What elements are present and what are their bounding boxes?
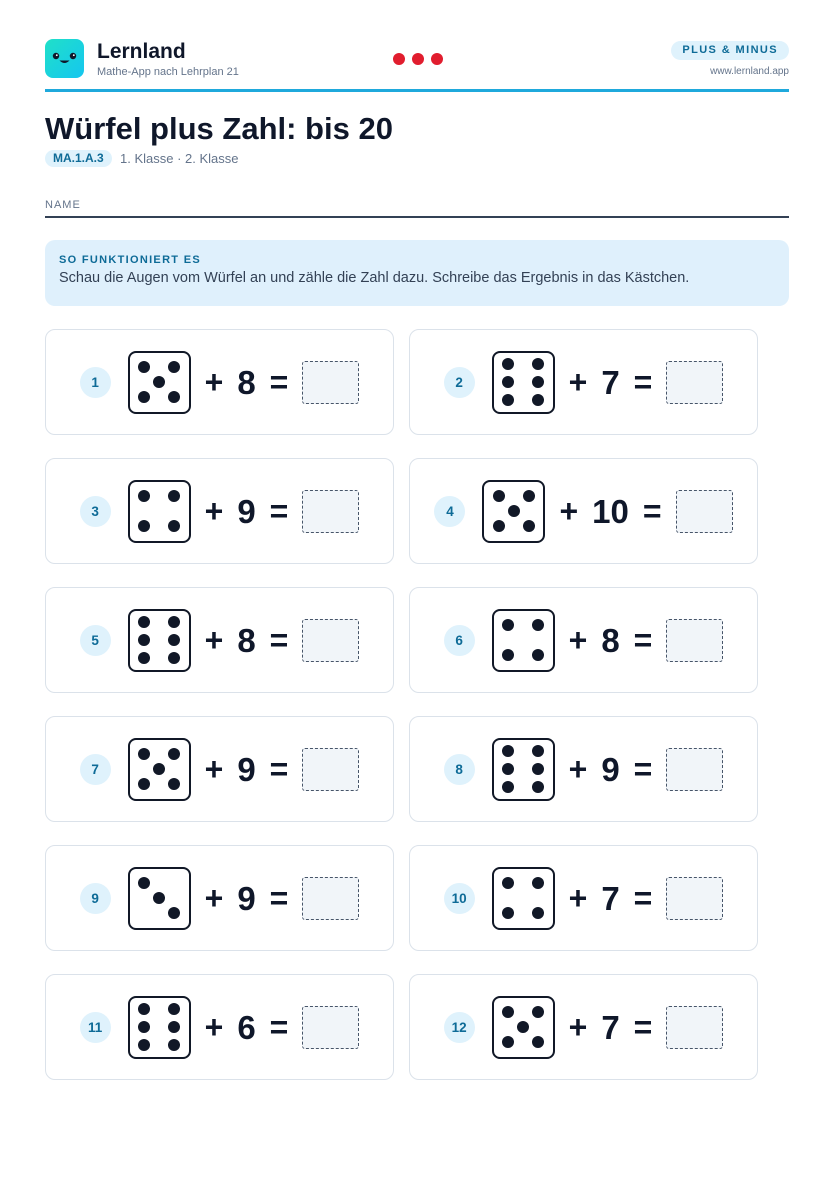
equals-sign: =: [633, 880, 653, 916]
dice-pip: [168, 616, 180, 628]
dice-pip: [168, 1039, 180, 1051]
task-equation: [410, 588, 757, 692]
addend-number: 7: [601, 363, 620, 401]
plus-sign: +: [204, 751, 224, 787]
addend-number: 8: [237, 363, 256, 401]
plus-sign: +: [568, 622, 588, 658]
dice-pip: [138, 490, 150, 502]
addend-number: 7: [601, 879, 620, 917]
dice-pip: [138, 391, 150, 403]
dice-icon: [128, 738, 191, 801]
addend-number: 9: [601, 750, 620, 788]
dice-pip: [153, 892, 165, 904]
dot-icon: [393, 53, 405, 65]
dice-pip: [168, 748, 180, 760]
dice-pip: [138, 520, 150, 532]
curriculum-code-badge: MA.1.A.3: [45, 150, 112, 167]
dice-pip: [493, 490, 505, 502]
dice-pip: [523, 490, 535, 502]
dice-pip: [493, 520, 505, 532]
dice-pip: [532, 358, 544, 370]
dice-pip: [153, 376, 165, 388]
dice-icon: [128, 996, 191, 1059]
dice-pip: [532, 376, 544, 388]
task-card: [409, 329, 758, 435]
task-card: [409, 716, 758, 822]
equals-sign: =: [633, 622, 653, 658]
task-number-badge: 4: [434, 496, 465, 527]
plus-sign: +: [568, 880, 588, 916]
plus-sign: +: [568, 751, 588, 787]
task-card: [409, 587, 758, 693]
dice-pip: [532, 745, 544, 757]
dice-pip: [502, 745, 514, 757]
dice-pip: [138, 361, 150, 373]
task-number-badge: 3: [80, 496, 111, 527]
equals-sign: =: [269, 751, 289, 787]
answer-box[interactable]: [666, 619, 723, 662]
dice-pip: [502, 907, 514, 919]
dice-pip: [532, 394, 544, 406]
dice-pip: [502, 1036, 514, 1048]
dice-pip: [502, 619, 514, 631]
instructions-text: Schau die Augen vom Würfel an und zähle die Zahl dazu. Schreibe das Ergebnis in das Kästchen.: [59, 270, 690, 286]
plus-sign: +: [568, 364, 588, 400]
task-card: [409, 845, 758, 951]
addend-number: 10: [592, 492, 629, 530]
answer-box[interactable]: [666, 1006, 723, 1049]
dice-pip: [502, 394, 514, 406]
dice-pip: [168, 907, 180, 919]
instructions-box: [45, 240, 789, 306]
task-equation: [46, 330, 393, 434]
dice-icon: [492, 996, 555, 1059]
brand-subtitle: Mathe-App nach Lehrplan 21: [97, 66, 239, 78]
dice-pip: [502, 376, 514, 388]
task-card: [45, 329, 394, 435]
dice-pip: [138, 1039, 150, 1051]
website-url: www.lernland.app: [710, 66, 789, 77]
dice-pip: [502, 649, 514, 661]
dice-pip: [502, 781, 514, 793]
lernland-logo-icon: [45, 39, 84, 78]
dice-pip: [138, 1003, 150, 1015]
dice-pip: [168, 490, 180, 502]
dice-pip: [168, 520, 180, 532]
answer-box[interactable]: [676, 490, 733, 533]
dice-pip: [138, 877, 150, 889]
task-number-badge: 11: [80, 1012, 111, 1043]
decorative-dots: [393, 53, 443, 65]
brand-name: Lernland: [97, 40, 186, 63]
dice-pip: [168, 1003, 180, 1015]
addend-number: 8: [237, 621, 256, 659]
equals-sign: =: [269, 1009, 289, 1045]
dice-pip: [138, 652, 150, 664]
dice-pip: [502, 763, 514, 775]
task-number-badge: 9: [80, 883, 111, 914]
dice-pip: [532, 781, 544, 793]
task-card: [409, 458, 758, 564]
page-header: [45, 38, 789, 92]
answer-box[interactable]: [302, 490, 359, 533]
task-number-badge: 1: [80, 367, 111, 398]
dice-pip: [532, 1036, 544, 1048]
dice-pip: [168, 361, 180, 373]
equals-sign: =: [633, 1009, 653, 1045]
grade-level: 1. Klasse · 2. Klasse: [120, 151, 239, 166]
task-number-badge: 5: [80, 625, 111, 656]
dice-pip: [523, 520, 535, 532]
dice-pip: [532, 877, 544, 889]
task-number-badge: 2: [444, 367, 475, 398]
task-number-badge: 10: [444, 883, 475, 914]
answer-box[interactable]: [666, 361, 723, 404]
dice-icon: [128, 867, 191, 930]
task-equation: [410, 717, 757, 821]
equals-sign: =: [642, 493, 662, 529]
equals-sign: =: [269, 880, 289, 916]
task-equation: [410, 846, 757, 950]
dice-pip: [532, 763, 544, 775]
dice-pip: [532, 619, 544, 631]
dice-pip: [508, 505, 520, 517]
equals-sign: =: [269, 493, 289, 529]
dice-icon: [492, 351, 555, 414]
plus-sign: +: [559, 493, 579, 529]
equals-sign: =: [633, 364, 653, 400]
task-number-badge: 12: [444, 1012, 475, 1043]
dice-pip: [502, 1006, 514, 1018]
plus-sign: +: [204, 493, 224, 529]
addend-number: 6: [237, 1008, 256, 1046]
task-equation: [46, 588, 393, 692]
answer-box[interactable]: [302, 877, 359, 920]
task-equation: [410, 330, 757, 434]
dice-pip: [168, 1021, 180, 1033]
task-card: [45, 974, 394, 1080]
instructions-title: SO FUNKTIONIERT ES: [59, 254, 201, 266]
dice-pip: [168, 778, 180, 790]
dice-icon: [492, 609, 555, 672]
task-card: [45, 716, 394, 822]
dot-icon: [431, 53, 443, 65]
task-card: [409, 974, 758, 1080]
addend-number: 9: [237, 879, 256, 917]
dice-icon: [128, 609, 191, 672]
answer-box[interactable]: [666, 877, 723, 920]
task-equation: [46, 975, 393, 1079]
task-number-badge: 7: [80, 754, 111, 785]
addend-number: 9: [237, 750, 256, 788]
plus-sign: +: [204, 622, 224, 658]
dice-pip: [532, 907, 544, 919]
task-number-badge: 6: [444, 625, 475, 656]
task-card: [45, 587, 394, 693]
dice-pip: [138, 778, 150, 790]
dice-pip: [168, 634, 180, 646]
task-number-badge: 8: [444, 754, 475, 785]
worksheet-title: Würfel plus Zahl: bis 20: [45, 111, 393, 146]
plus-sign: +: [204, 880, 224, 916]
topic-badge: PLUS & MINUS: [671, 41, 789, 60]
answer-box[interactable]: [302, 619, 359, 662]
logo-face-icon: [45, 39, 84, 78]
dice-pip: [138, 616, 150, 628]
dice-pip: [532, 649, 544, 661]
addend-number: 9: [237, 492, 256, 530]
dice-pip: [502, 877, 514, 889]
dice-icon: [482, 480, 545, 543]
task-equation: [46, 846, 393, 950]
name-field[interactable]: [45, 198, 789, 218]
dice-pip: [138, 748, 150, 760]
addend-number: 8: [601, 621, 620, 659]
dice-pip: [502, 358, 514, 370]
dice-pip: [532, 1006, 544, 1018]
answer-box[interactable]: [666, 748, 723, 791]
task-card: [45, 845, 394, 951]
task-equation: [46, 717, 393, 821]
plus-sign: +: [204, 1009, 224, 1045]
dice-icon: [492, 738, 555, 801]
equals-sign: =: [269, 622, 289, 658]
dice-pip: [168, 652, 180, 664]
dice-pip: [517, 1021, 529, 1033]
dot-icon: [412, 53, 424, 65]
task-card: [45, 458, 394, 564]
task-equation: [46, 459, 393, 563]
dice-pip: [138, 1021, 150, 1033]
plus-sign: +: [568, 1009, 588, 1045]
addend-number: 7: [601, 1008, 620, 1046]
answer-box[interactable]: [302, 748, 359, 791]
dice-pip: [138, 634, 150, 646]
equals-sign: =: [633, 751, 653, 787]
answer-box[interactable]: [302, 361, 359, 404]
answer-box[interactable]: [302, 1006, 359, 1049]
dice-pip: [153, 763, 165, 775]
dice-icon: [128, 351, 191, 414]
name-label: NAME: [45, 199, 81, 211]
equals-sign: =: [269, 364, 289, 400]
dice-icon: [492, 867, 555, 930]
dice-icon: [128, 480, 191, 543]
dice-pip: [168, 391, 180, 403]
task-equation: [410, 459, 757, 563]
task-equation: [410, 975, 757, 1079]
plus-sign: +: [204, 364, 224, 400]
